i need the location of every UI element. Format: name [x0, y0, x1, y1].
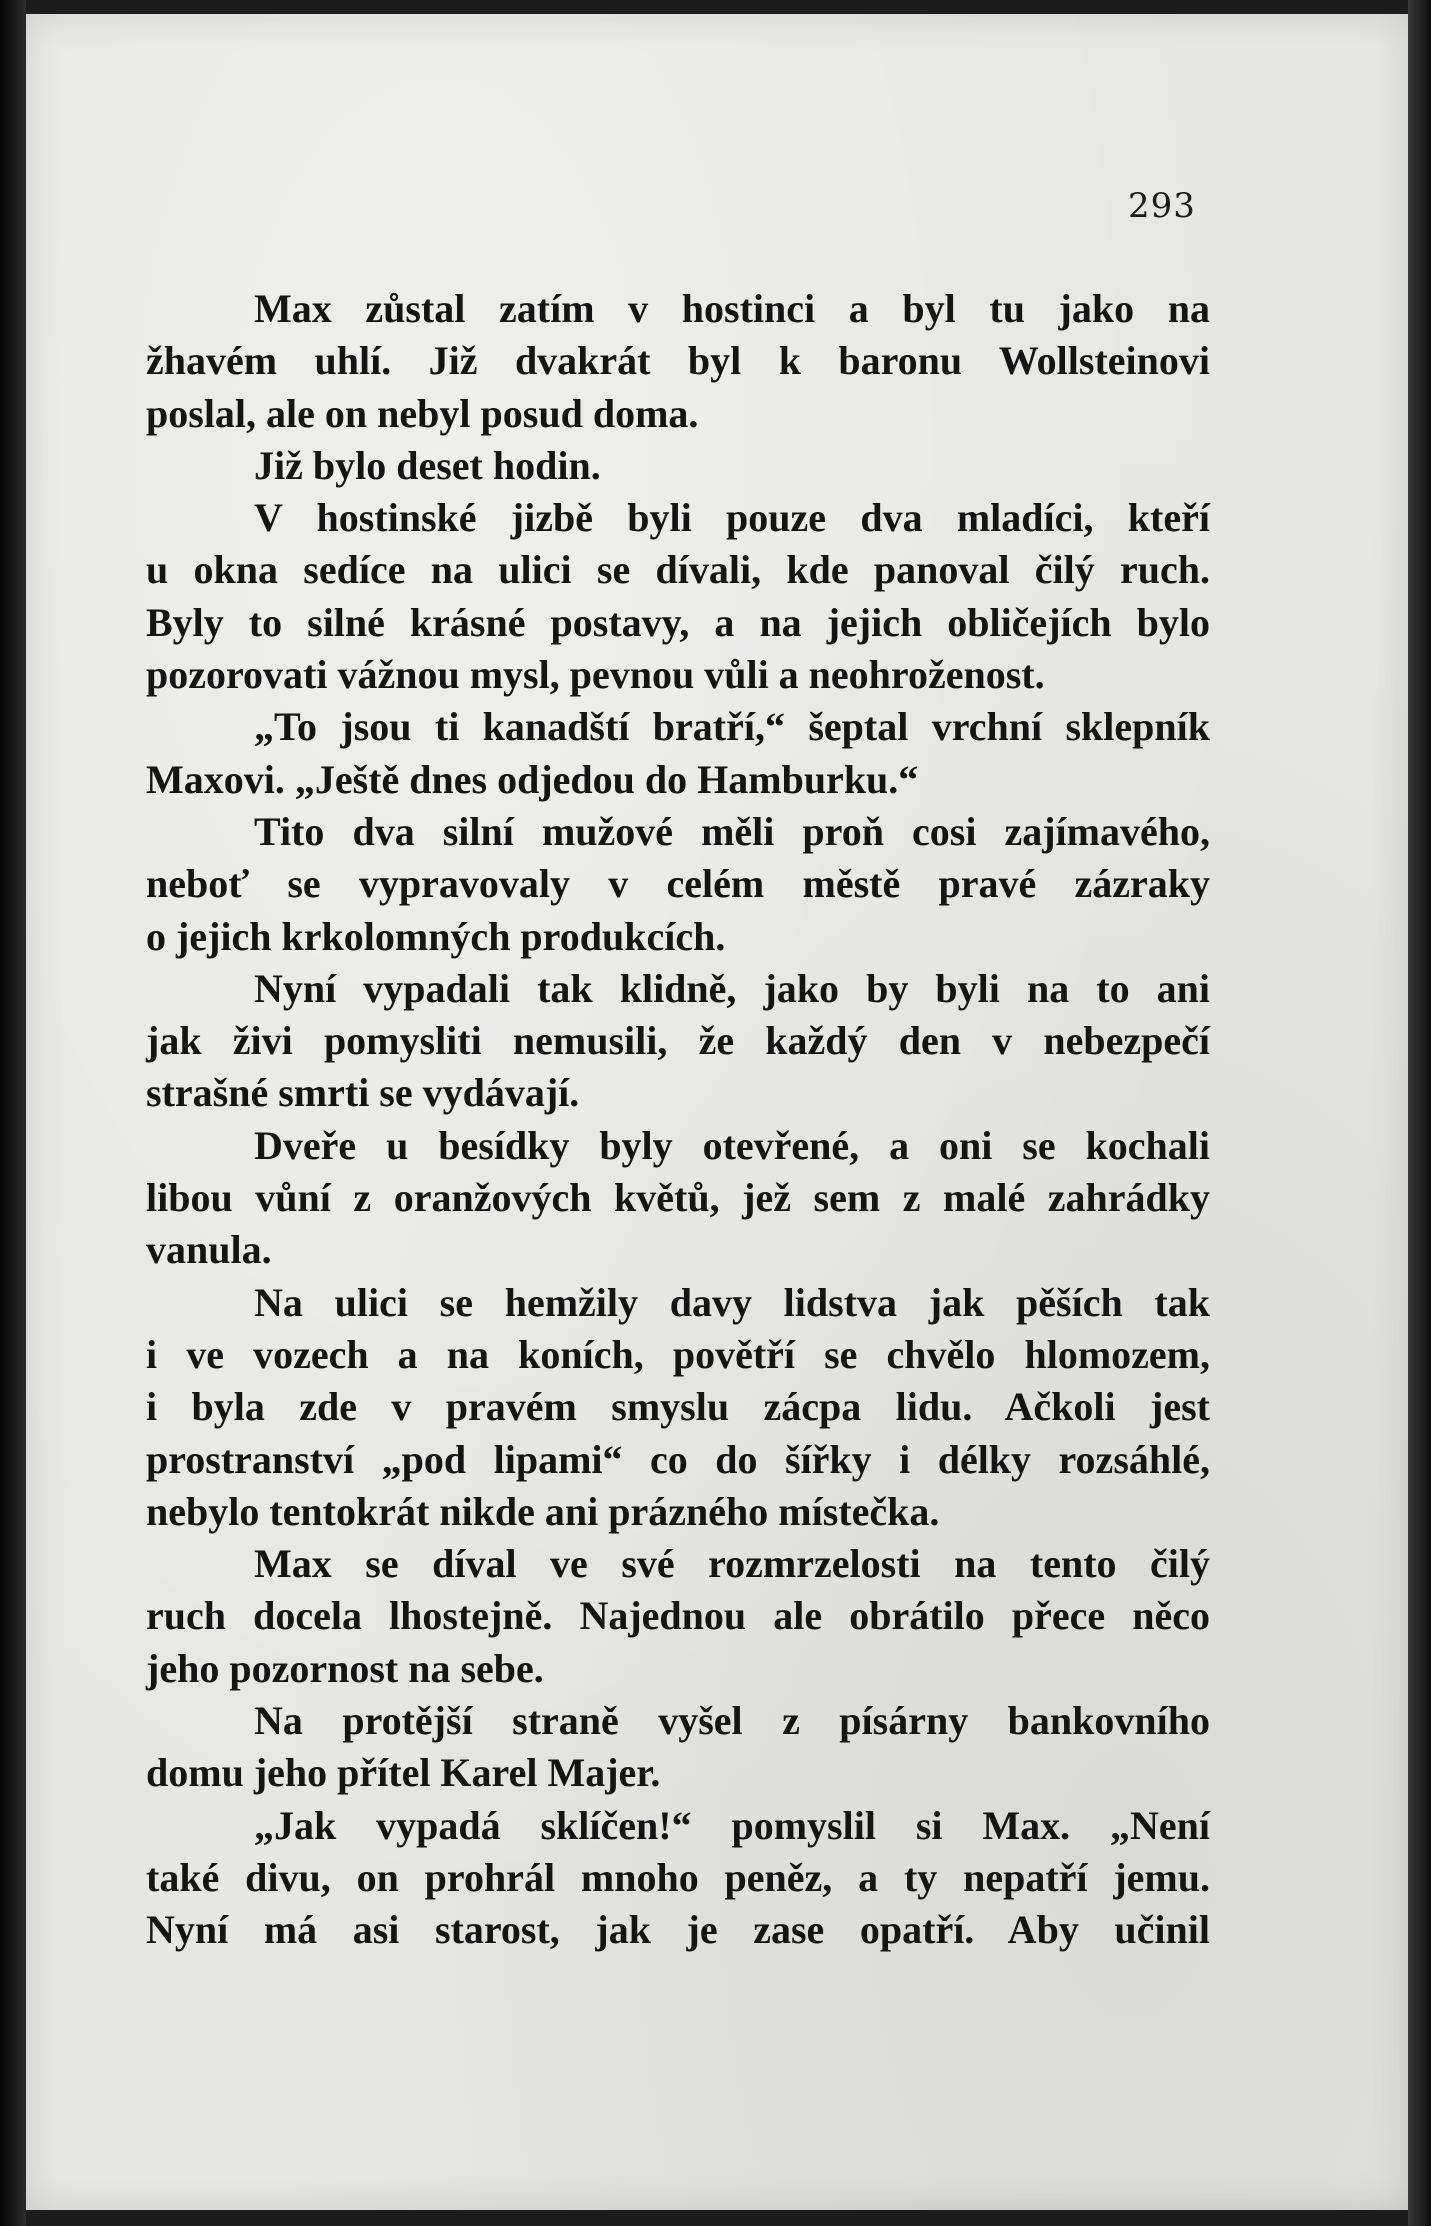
text-line: Nyní má asi starost, jak je zase opatří. Aby učinil [146, 1907, 1210, 1953]
text-line: Nyní vypadali tak klidně, jako by byli na to ani [254, 965, 1210, 1011]
binding-shadow [0, 0, 26, 2226]
text-line: Maxovi. „Ještě dnes odjedou do Hamburku.“ [146, 756, 919, 802]
text-line: jeho pozornost na sebe. [146, 1645, 544, 1691]
text-line: neboť se vypravovaly v celém městě pravé zázraky [146, 861, 1210, 907]
text-line: Dveře u besídky byly otevřené, a oni se kochali [254, 1122, 1210, 1168]
text-line: ruch docela lhostejně. Najednou ale obrátilo přece něco [146, 1593, 1210, 1639]
text-line: poslal, ale on nebyl posud doma. [146, 390, 699, 436]
text-line: prostranství „pod lipami“ co do šířky i délky rozsáhlé, [146, 1436, 1210, 1482]
text-line: Max zůstal zatím v hostinci a byl tu jako na [254, 286, 1210, 331]
text-line: domu jeho přítel Karel Majer. [146, 1750, 661, 1796]
text-line: V hostinské jizbě byli pouze dva mladíci, kteří [254, 495, 1210, 541]
page-number: 293 [1128, 186, 1196, 226]
text-line: i ve vozech a na koních, povětří se chvělo hlomozem, [146, 1331, 1210, 1377]
text-line: pozorovati vážnou mysl, pevnou vůli a neohroženost. [146, 652, 1045, 698]
text-line: „Jak vypadá sklíčen!“ pomyslil si Max. „Není [254, 1802, 1210, 1848]
text-line: nebylo tentokrát nikde ani prázného místečka. [146, 1488, 940, 1534]
text-line: Tito dva silní mužové měli proň cosi zajímavého, [254, 808, 1210, 854]
text-line: u okna sedíce na ulici se dívali, kde panoval čilý ruch. [146, 547, 1210, 593]
text-line: i byla zde v pravém smyslu zácpa lidu. Ačkoli jest [146, 1384, 1210, 1430]
text-line: o jejich krkolomných produkcích. [146, 913, 726, 959]
page-edge-shadow [1408, 0, 1431, 2226]
text-line: Byly to silné krásné postavy, a na jejich obličejích bylo [146, 599, 1210, 645]
text-line: Max se díval ve své rozmrzelosti na tento čilý [254, 1541, 1210, 1587]
text-line: libou vůní z oranžových květů, jež sem z malé zahrádky [146, 1175, 1210, 1221]
text-line: Již bylo deset hodin. [254, 442, 601, 488]
body-text [146, 283, 1210, 1957]
text-line: jak živi pomysliti nemusili, že každý den v nebezpečí [146, 1018, 1210, 1064]
text-line: Na ulici se hemžily davy lidstva jak pěších tak [254, 1279, 1210, 1325]
text-line: „To jsou ti kanadští bratří,“ šeptal vrchní sklepník [254, 704, 1210, 750]
text-line: Na protější straně vyšel z písárny bankovního [254, 1698, 1210, 1744]
text-line: žhavém uhlí. Již dvakrát byl k baronu Wollsteinovi [146, 338, 1210, 384]
text-line: také divu, on prohrál mnoho peněz, a ty nepatří jemu. [146, 1854, 1210, 1900]
text-line: strašné smrti se vydávají. [146, 1070, 580, 1116]
text-line: vanula. [146, 1227, 272, 1273]
